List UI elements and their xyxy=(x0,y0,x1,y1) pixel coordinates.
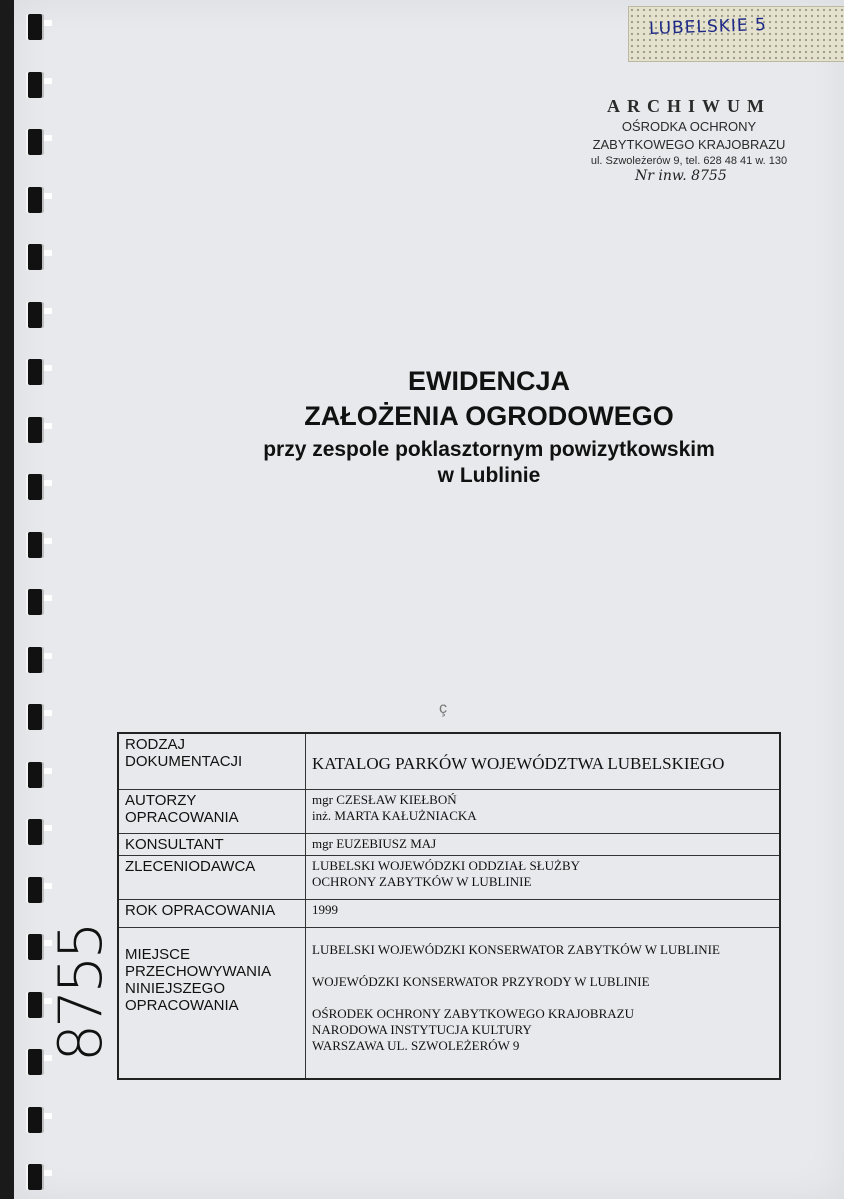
row-label: KONSULTANT xyxy=(118,833,306,855)
title-line-1: EWIDENCJA xyxy=(407,366,570,396)
table-row xyxy=(118,833,780,855)
binding-ring xyxy=(28,129,42,155)
row-value xyxy=(306,855,781,899)
row-label: ROK OPRACOWANIA xyxy=(118,899,306,927)
binding-ring xyxy=(28,819,42,845)
document-title xyxy=(214,366,764,488)
binding-hole xyxy=(44,250,52,256)
binding-ring xyxy=(28,302,42,328)
binding-hole xyxy=(44,135,52,141)
handwritten-number: 8755 xyxy=(46,925,116,1062)
binding-ring xyxy=(28,992,42,1018)
binding-ring xyxy=(28,244,42,270)
stamp-line-4: ul. Szwoleżerów 9, tel. 628 48 41 w. 130 xyxy=(590,155,788,167)
binding-ring xyxy=(28,704,42,730)
value-line: mgr EUZEBIUSZ MAJ xyxy=(312,835,437,851)
value-line: LUBELSKI WOJEWÓDZKI ODDZIAŁ SŁUŻBY OCHRONY ZABYTKÓW W LUBLINIE xyxy=(312,857,580,889)
row-label-text: MIEJSCE PRZECHOWYWANIA NINIEJSZEGO OPRACOWANIA xyxy=(125,945,271,1014)
binding-hole xyxy=(44,883,52,889)
table-row xyxy=(118,733,780,789)
binding-hole xyxy=(44,768,52,774)
value-line: NARODOWA INSTYTUCJA KULTURY xyxy=(312,1021,532,1037)
row-label xyxy=(118,927,306,1079)
binding-ring xyxy=(28,187,42,213)
stamp-line-2: OŚRODKA OCHRONY xyxy=(621,119,757,134)
archive-stamp xyxy=(569,96,809,184)
archive-sticker xyxy=(628,6,844,62)
binding-hole xyxy=(44,538,52,544)
value-line: KATALOG PARKÓW WOJEWÓDZTWA LUBELSKIEGO xyxy=(312,754,725,773)
binding-hole xyxy=(44,480,52,486)
stamp-line-1: ARCHIWUM xyxy=(607,96,771,116)
value-line: OŚRODEK OCHRONY ZABYTKOWEGO KRAJOBRAZU xyxy=(312,1005,634,1021)
binding-hole xyxy=(44,595,52,601)
value-line: WOJEWÓDZKI KONSERWATOR PRZYRODY W LUBLINIE xyxy=(312,973,650,989)
binding-hole xyxy=(44,1113,52,1119)
binding-ring xyxy=(28,1049,42,1075)
binding-ring xyxy=(28,1107,42,1133)
binding-hole xyxy=(44,1170,52,1176)
document-info-table xyxy=(117,732,781,1080)
binding-ring xyxy=(28,762,42,788)
title-line-2: ZAŁOŻENIA OGRODOWEGO xyxy=(304,401,674,431)
paper-speck: ç xyxy=(439,700,447,717)
binding-hole xyxy=(44,365,52,371)
binding-ring xyxy=(28,359,42,385)
binding-hole xyxy=(44,710,52,716)
binding-ring xyxy=(28,934,42,960)
row-value xyxy=(306,789,781,833)
sticker-text: LUBELSKIE 5 xyxy=(648,14,768,40)
binding-ring xyxy=(28,474,42,500)
binding-ring xyxy=(28,417,42,443)
value-line: WARSZAWA UL. SZWOLEŻERÓW 9 xyxy=(312,1037,520,1053)
binding-ring xyxy=(28,72,42,98)
value-line: mgr CZESŁAW KIEŁBOŃ xyxy=(312,791,457,807)
binding-ring xyxy=(28,532,42,558)
binding-hole xyxy=(44,78,52,84)
binding-hole xyxy=(44,308,52,314)
binding-hole xyxy=(44,193,52,199)
binding-hole xyxy=(44,423,52,429)
row-value xyxy=(306,833,781,855)
table-row xyxy=(118,899,780,927)
value-line: inż. MARTA KAŁUŻNIACKA xyxy=(312,807,477,823)
value-line: 1999 xyxy=(312,901,338,917)
table-row xyxy=(118,855,780,899)
binding-hole xyxy=(44,20,52,26)
binding-hole xyxy=(44,825,52,831)
binding-ring xyxy=(28,1164,42,1190)
row-value xyxy=(306,733,781,789)
row-value xyxy=(306,927,781,1079)
binding-hole xyxy=(44,653,52,659)
row-label: ZLECENIODAWCA xyxy=(118,855,306,899)
stamp-line-3: ZABYTKOWEGO KRAJOBRAZU xyxy=(592,137,786,152)
row-value xyxy=(306,899,781,927)
title-line-3: przy zespole poklasztornym powizytkowskim xyxy=(263,438,715,461)
table-row xyxy=(118,927,780,1079)
stamp-inventory-number: Nr inw. 8755 xyxy=(635,168,727,184)
binding-ring xyxy=(28,877,42,903)
title-line-4: w Lublinie xyxy=(437,464,541,487)
document-page xyxy=(14,0,844,1199)
binding-ring xyxy=(28,14,42,40)
row-label: RODZAJ DOKUMENTACJI xyxy=(118,733,306,789)
row-label: AUTORZY OPRACOWANIA xyxy=(118,789,306,833)
value-line: LUBELSKI WOJEWÓDZKI KONSERWATOR ZABYTKÓW W LUBLINIE xyxy=(312,941,720,957)
table-row xyxy=(118,789,780,833)
binding-ring xyxy=(28,589,42,615)
binding-ring xyxy=(28,647,42,673)
